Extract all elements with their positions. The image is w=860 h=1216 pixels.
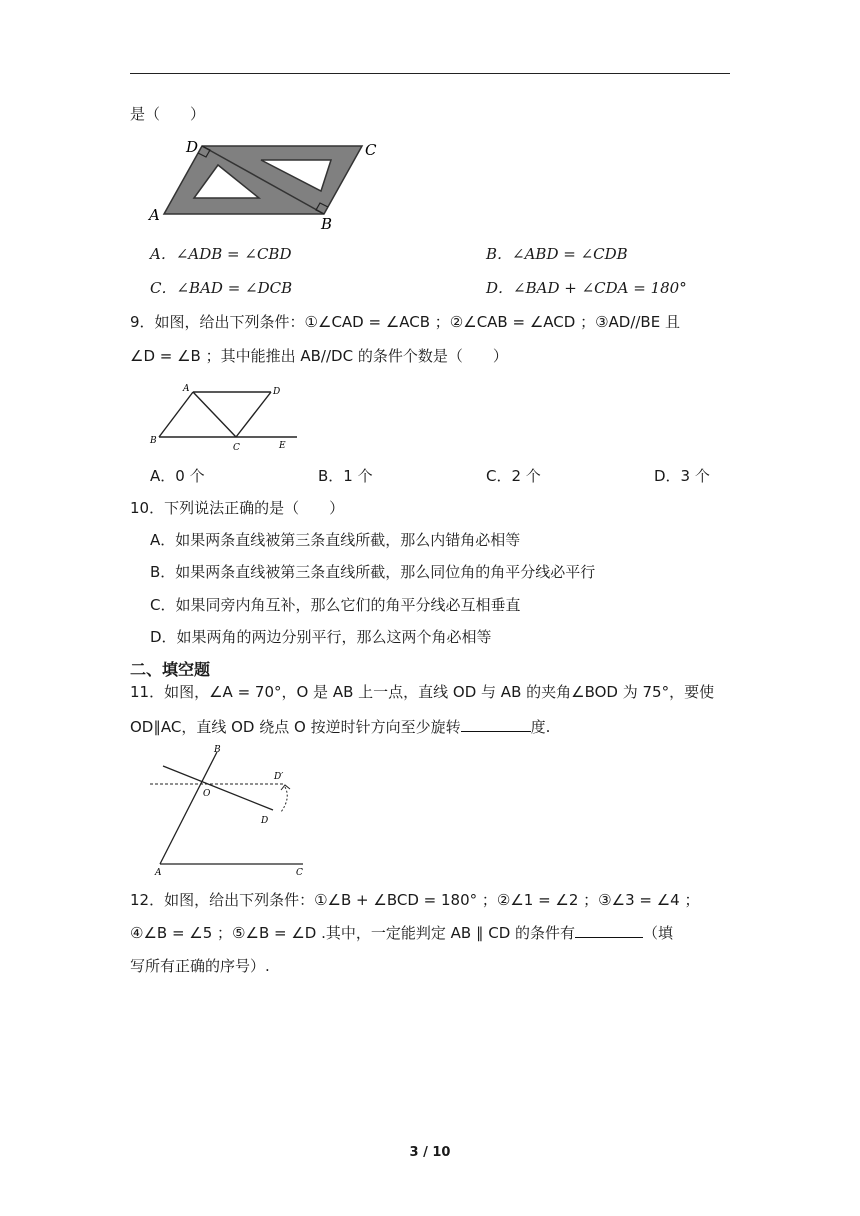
section-title-fill-in: 二、填空题 — [130, 660, 211, 679]
page-number: 3 / 10 — [409, 1145, 451, 1160]
q10-option-c[interactable]: C．如果同旁内角互补，那么它们的角平分线必互相垂直 — [150, 596, 521, 614]
q9-label-c: C — [233, 443, 240, 453]
q9-stem-line1: 9．如图，给出下列条件：①∠CAD = ∠ACB ；②∠CAB = ∠ACD ；③AD//BE 且 — [130, 313, 680, 331]
q9-figure — [145, 382, 305, 454]
q12-stem-line2-tail: （填 — [643, 924, 674, 942]
q9-label-e: E — [279, 441, 286, 451]
q9-segment-dc — [236, 392, 271, 437]
q11-stem-line2-text: OD∥AC，直线 OD 绕点 O 按逆时针方向至少旋转 — [130, 718, 461, 736]
q11-stem-line2-unit: 度. — [530, 718, 551, 736]
q10-stem: 10．下列说法正确的是（ ） — [130, 499, 345, 517]
q8-label-a: A — [149, 206, 160, 224]
q11-rotation-arc — [281, 787, 287, 812]
q8-label-d: D — [186, 138, 199, 156]
q8-option-d[interactable]: D．∠BAD + ∠CDA = 180° — [486, 279, 687, 297]
q9-label-d: D — [273, 387, 281, 397]
q9-label-a: A — [183, 384, 190, 394]
q8-label-b: B — [321, 215, 333, 232]
q12-stem-line3: 写所有正确的序号）. — [130, 957, 270, 975]
q10-option-d[interactable]: D．如果两角的两边分别平行，那么这两个角必相等 — [150, 628, 492, 646]
q11-label-c: C — [296, 868, 303, 878]
q11-stem-line2 — [130, 716, 550, 737]
q11-line-od — [163, 766, 273, 810]
q11-figure — [145, 740, 315, 880]
q11-label-d-prime: D′ — [274, 772, 284, 782]
q9-option-d[interactable]: D．3 个 — [654, 467, 710, 485]
q11-label-d: D — [261, 816, 269, 826]
q9-option-a[interactable]: A．0 个 — [150, 467, 205, 485]
q8-option-a[interactable]: A．∠ADB = ∠CBD — [150, 245, 292, 263]
header-rule — [130, 73, 730, 74]
q11-stem-line1: 11．如图，∠A = 70°，O 是 AB 上一点，直线 OD 与 AB 的夹角∠BOD 为 75°，要使 — [130, 683, 715, 701]
q10-option-b[interactable]: B．如果两条直线被第三条直线所截，那么同位角的角平分线必平行 — [150, 563, 596, 581]
q8-option-c[interactable]: C．∠BAD = ∠DCB — [150, 279, 293, 297]
q9-option-c[interactable]: C．2 个 — [486, 467, 541, 485]
q8-option-b[interactable]: B．∠ABD = ∠CDB — [486, 245, 628, 263]
q12-stem-line2 — [130, 922, 673, 943]
q8-figure-parallelogram — [140, 132, 390, 232]
q12-stem-line2-text: ④∠B = ∠5 ；⑤∠B = ∠D .其中，一定能判定 AB ∥ CD 的条件有 — [130, 924, 576, 942]
q12-stem-line1: 12．如图，给出下列条件：①∠B + ∠BCD = 180° ；②∠1 = ∠2 ；③∠3 = ∠4 ； — [130, 891, 700, 909]
q11-label-a: A — [155, 868, 162, 878]
q10-option-a[interactable]: A．如果两条直线被第三条直线所截，那么内错角必相等 — [150, 531, 521, 549]
q12-answer-blank[interactable] — [575, 922, 643, 938]
q8-stem-tail: 是（ ） — [130, 105, 206, 123]
q11-label-b: B — [214, 745, 221, 755]
q9-segment-ab — [159, 392, 193, 437]
q11-label-o: O — [203, 789, 211, 799]
q9-segment-ac — [193, 392, 236, 437]
q9-option-b[interactable]: B．1 个 — [318, 467, 373, 485]
q9-label-b: B — [150, 436, 157, 446]
q8-label-c: C — [365, 141, 377, 159]
q11-answer-blank[interactable] — [461, 716, 531, 732]
q9-stem-line2: ∠D = ∠B ；其中能推出 AB//DC 的条件个数是（ ） — [130, 347, 508, 365]
